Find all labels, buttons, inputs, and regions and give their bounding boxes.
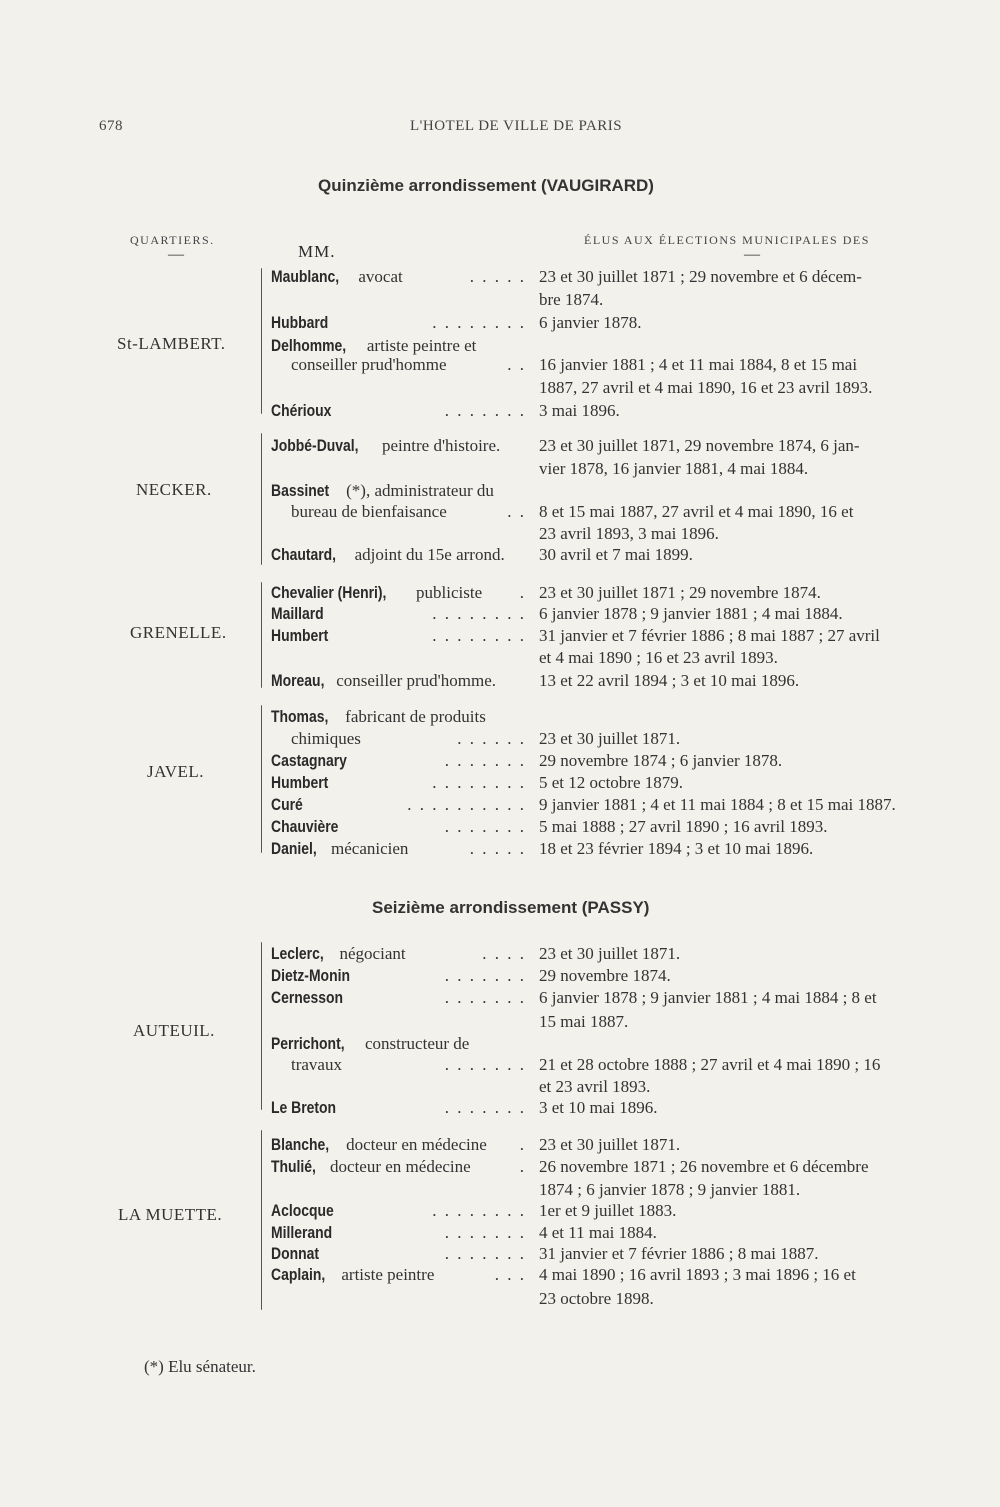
leader-dots: . . [507,502,526,521]
councillor-name: Chevalier (Henri), [271,583,387,602]
councillor-name: Maillard [271,604,324,623]
councillor-name: Chérioux [271,401,332,420]
entry-row [271,795,951,817]
election-dates: 23 octobre 1898. [539,1289,654,1308]
entry-left [271,671,526,691]
councillor-name: Bassinet [271,481,330,500]
quartier-auteuil: AUTEUIL. [133,1021,215,1040]
election-dates: 6 janvier 1878 ; 9 janvier 1881 ; 4 mai 1884. [539,604,843,623]
leader-dots: . . . . . . . . . . [407,795,526,814]
councillor-name: Le Breton [271,1098,337,1117]
councillor-description: mécanicien [326,839,409,858]
entry-row [271,1012,951,1034]
leader-dots: . [519,1135,526,1154]
brace-la-muette [261,1130,262,1310]
leader-dots: . . . . . . . . [432,773,526,792]
councillor-description: avocat [354,267,403,286]
leader-dots: . . . [494,1265,526,1284]
councillor-description: négociant [335,944,406,963]
running-title: L'HOTEL DE VILLE DE PARIS [410,118,623,134]
entry-row [271,817,951,839]
leader-dots: . . . . . . . [444,817,526,836]
entry-row [271,626,951,648]
election-dates: 5 et 12 octobre 1879. [539,773,683,792]
entry-row [271,267,951,289]
entry-row [271,648,951,670]
brace-necker [261,433,262,565]
election-dates: 1887, 27 avril et 4 mai 1890, 16 et 23 avril 1893. [539,378,873,397]
councillor-name: Chautard, [271,545,337,564]
leader-dots: . . . . . . . . [432,604,526,623]
election-dates: 23 et 30 juillet 1871. [539,1135,681,1154]
leader-dots: . . . . . [469,839,526,858]
councillor-name: Maublanc, [271,267,340,286]
column-dash-left: — [168,246,184,263]
entry-row [271,604,951,626]
election-dates: 23 et 30 juillet 1871 ; 29 novembre et 6 décem- [539,267,862,286]
entry-row [271,481,951,503]
entry-row [271,988,951,1010]
election-dates: 23 et 30 juillet 1871. [539,729,681,748]
entry-left [271,545,526,565]
leader-dots: . . . . . . . [444,1244,526,1263]
election-dates: 6 janvier 1878. [539,313,642,332]
brace-auteuil [261,942,262,1110]
column-dash-right: — [744,246,760,263]
entry-row [271,459,951,481]
entry-left [271,336,526,356]
election-dates: 30 avril et 7 mai 1899. [539,545,693,564]
entry-row [271,966,951,988]
footnote: (*) Elu sénateur. [144,1357,256,1376]
election-dates: 21 et 28 octobre 1888 ; 27 avril et 4 mai 1890 ; 16 [539,1055,881,1074]
councillor-description: docteur en médecine [325,1157,471,1176]
column-header-elus: ÉLUS AUX ÉLECTIONS MUNICIPALES DES [584,233,870,247]
councillor-description: artiste peintre [337,1265,435,1284]
councillor-description: adjoint du 15e arrond. [350,545,505,564]
councillor-description: chimiques [291,729,361,748]
election-dates: bre 1874. [539,290,604,309]
councillor-name: Humbert [271,773,329,792]
entry-row [271,773,951,795]
councillor-name: Dietz-Monin [271,966,350,985]
entry-row [271,401,951,423]
councillor-description: docteur en médecine [341,1135,487,1154]
leader-dots: . [519,1157,526,1176]
entry-left [271,1180,526,1200]
councillor-description: (*), administrateur du [341,481,494,500]
election-dates: 6 janvier 1878 ; 9 janvier 1881 ; 4 mai 1884 ; 8 et [539,988,877,1007]
election-dates: 4 mai 1890 ; 16 avril 1893 ; 3 mai 1896 ; 16 et [539,1265,856,1284]
councillor-name: Millerand [271,1223,333,1242]
entry-row [271,378,951,400]
entry-row [271,1244,951,1266]
leader-dots: . . . . . . . . [432,1201,526,1220]
leader-dots: . . . . . . . . [432,313,526,332]
councillor-name: Humbert [271,626,329,645]
entry-left [271,290,526,310]
councillor-name: Thulié, [271,1157,316,1176]
councillor-name: Hubbard [271,313,329,332]
councillor-name: Moreau, [271,671,325,690]
election-dates: 23 avril 1893, 3 mai 1896. [539,524,719,543]
councillor-description: peintre d'histoire. [377,436,501,455]
election-dates: 1874 ; 6 janvier 1878 ; 9 janvier 1881. [539,1180,801,1199]
councillor-description: bureau de bienfaisance [291,502,447,521]
entry-row [271,355,951,377]
entry-row [271,729,951,751]
election-dates: et 4 mai 1890 ; 16 et 23 avril 1893. [539,648,778,667]
election-dates: 3 mai 1896. [539,401,620,420]
councillor-name: Thomas, [271,707,329,726]
entry-left [271,1034,526,1054]
councillor-name: Blanche, [271,1135,330,1154]
entry-left [271,524,526,544]
entry-row [271,1289,951,1311]
entry-row [271,502,951,524]
election-dates: 5 mai 1888 ; 27 avril 1890 ; 16 avril 1893. [539,817,828,836]
leader-dots: . . [507,355,526,374]
election-dates: 3 et 10 mai 1896. [539,1098,658,1117]
entry-left [271,1012,526,1032]
leader-dots: . . . . . [469,267,526,286]
entry-row [271,545,951,567]
entry-left [271,481,526,501]
councillor-description: fabricant de produits [340,707,486,726]
entry-row [271,1265,951,1287]
leader-dots: . . . . . . . [444,401,526,420]
entry-row [271,583,951,605]
leader-dots: . . . . . . . [444,751,526,770]
councillor-name: Perrichont, [271,1034,345,1053]
entry-left [271,707,526,727]
brace-javel [261,705,262,853]
entry-row [271,1098,951,1120]
councillor-name: Delhomme, [271,336,347,355]
entry-row [271,1034,951,1056]
entry-left [271,378,526,398]
brace-grenelle [261,582,262,688]
election-dates: 1er et 9 juillet 1883. [539,1201,677,1220]
councillor-description: constructeur de [360,1034,470,1053]
leader-dots: . . . . . . . . [432,626,526,645]
election-dates: 23 et 30 juillet 1871, 29 novembre 1874, 6 jan- [539,436,860,455]
mm-label: MM. [298,242,336,261]
councillor-description: travaux [291,1055,342,1074]
entry-row [271,1157,951,1179]
election-dates: 31 janvier et 7 février 1886 ; 8 mai 1887. [539,1244,819,1263]
councillor-name: Chauvière [271,817,339,836]
councillor-name: Cernesson [271,988,344,1007]
entry-left [271,1077,526,1097]
election-dates: 23 et 30 juillet 1871. [539,944,681,963]
entry-left [271,459,526,479]
leader-dots: . . . . . . . [444,1098,526,1117]
election-dates: vier 1878, 16 janvier 1881, 4 mai 1884. [539,459,809,478]
election-dates: 13 et 22 avril 1894 ; 3 et 10 mai 1896. [539,671,800,690]
quartier-javel: JAVEL. [147,762,204,781]
entry-row [271,1135,951,1157]
leader-dots: . . . . . . . [444,966,526,985]
councillor-description: publiciste [411,583,483,602]
quartier-necker: NECKER. [136,480,212,499]
election-dates: 18 et 23 février 1894 ; 3 et 10 mai 1896. [539,839,814,858]
election-dates: 29 novembre 1874 ; 6 janvier 1878. [539,751,783,770]
leader-dots: . . . . . . . [444,1223,526,1242]
councillor-description: conseiller prud'homme [291,355,447,374]
entry-left [271,648,526,668]
entry-row [271,944,951,966]
leader-dots: . [519,583,526,602]
councillor-name: Jobbé-Duval, [271,436,359,455]
quartier-grenelle: GRENELLE. [130,623,227,642]
entry-row [271,1077,951,1099]
brace-st-lambert [261,268,262,414]
entry-left [271,436,526,456]
section-title-vaugirard: Quinzième arrondissement (VAUGIRARD) [318,176,654,195]
entry-row [271,1055,951,1077]
section-title-passy: Seizième arrondissement (PASSY) [372,898,650,917]
councillor-name: Castagnary [271,751,347,770]
councillor-description: artiste peintre et [362,336,477,355]
councillor-name: Daniel, [271,839,317,858]
entry-row [271,707,951,729]
councillor-name: Aclocque [271,1201,334,1220]
quartier-la-muette: LA MUETTE. [118,1205,223,1224]
election-dates: 26 novembre 1871 ; 26 novembre et 6 décembre [539,1157,869,1176]
election-dates: 9 janvier 1881 ; 4 et 11 mai 1884 ; 8 et 15 mai 1887. [539,795,896,814]
entry-row [271,436,951,458]
entry-row [271,524,951,546]
election-dates: 16 janvier 1881 ; 4 et 11 mai 1884, 8 et 15 mai [539,355,858,374]
election-dates: 29 novembre 1874. [539,966,671,985]
entry-row [271,751,951,773]
councillor-name: Curé [271,795,303,814]
entry-row [271,671,951,693]
election-dates: 23 et 30 juillet 1871 ; 29 novembre 1874. [539,583,821,602]
entry-row [271,1180,951,1202]
election-dates: 31 janvier et 7 février 1886 ; 8 mai 1887 ; 27 avril [539,626,880,645]
entry-row [271,290,951,312]
election-dates: 4 et 11 mai 1884. [539,1223,657,1242]
entry-row [271,1201,951,1223]
leader-dots: . . . . . . [457,729,526,748]
leader-dots: . . . . . . . [444,988,526,1007]
councillor-name: Leclerc, [271,944,324,963]
councillor-name: Donnat [271,1244,320,1263]
entry-row [271,839,951,861]
quartier-st-lambert: St-LAMBERT. [117,334,226,353]
election-dates: et 23 avril 1893. [539,1077,651,1096]
leader-dots: . . . . [482,944,526,963]
page-number: 678 [99,118,123,134]
leader-dots: . . . . . . . [444,1055,526,1074]
election-dates: 15 mai 1887. [539,1012,629,1031]
councillor-description: conseiller prud'homme. [336,671,496,690]
column-header-quartiers: QUARTIERS. [130,233,215,247]
entry-row [271,313,951,335]
entry-left [271,1289,526,1309]
election-dates: 8 et 15 mai 1887, 27 avril et 4 mai 1890, 16 et [539,502,854,521]
entry-row [271,1223,951,1245]
councillor-name: Caplain, [271,1265,326,1284]
